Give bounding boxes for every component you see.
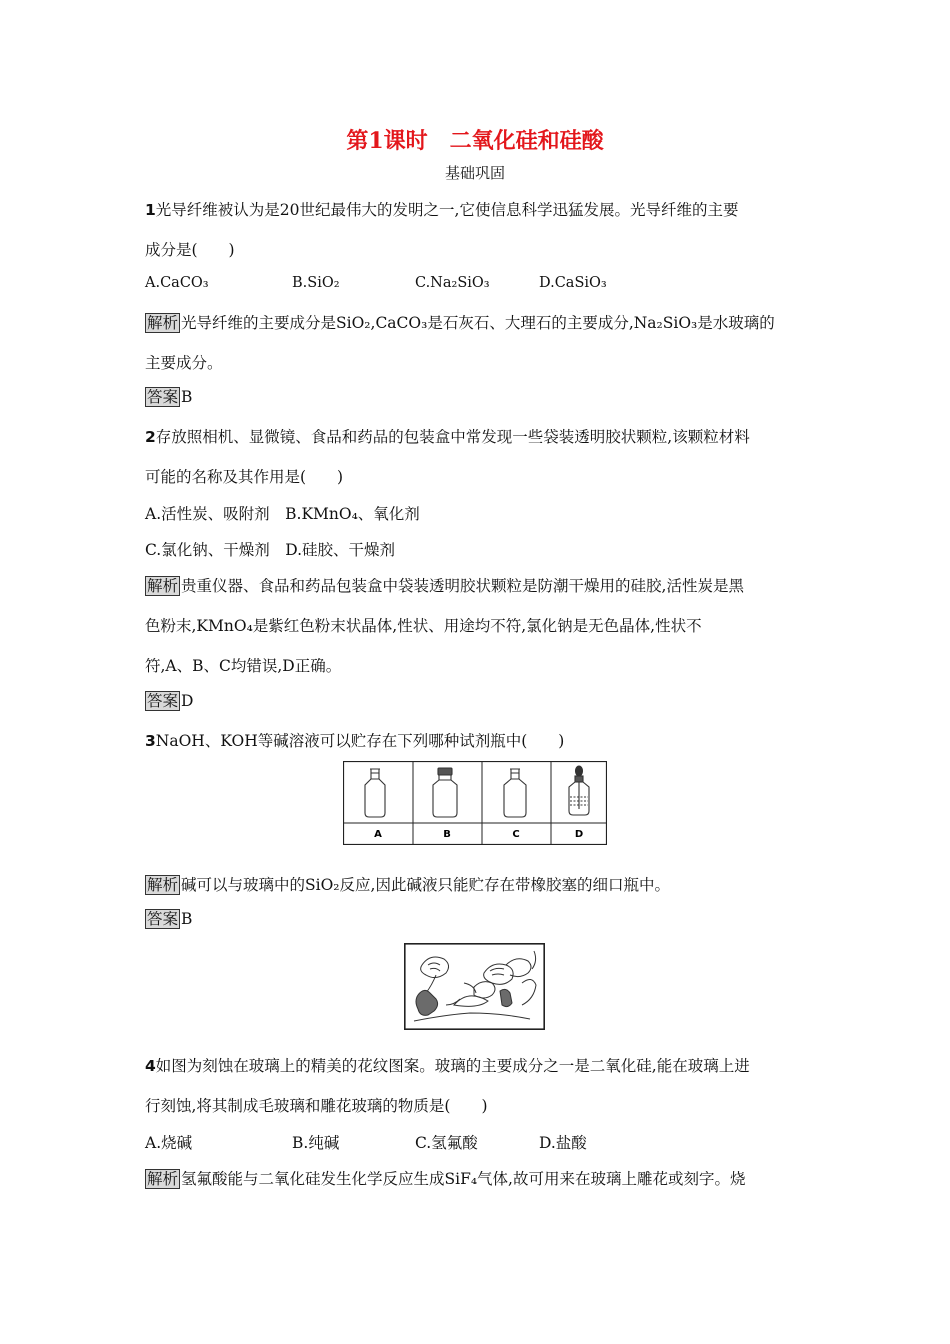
- q1-analysis-line1: 解析 光导纤维的主要成分是SiO₂,CaCO₃是石灰石、大理石的主要成分,Na₂SiO₃是水玻璃的: [147, 314, 775, 332]
- q2-answer: 答案 D: [147, 692, 194, 710]
- analysis-tag: 解析: [147, 876, 179, 894]
- bottle-label-b: B: [443, 829, 451, 840]
- analysis-tag: 解析: [147, 1170, 179, 1188]
- bottle-b-icon: [433, 768, 457, 817]
- q3-stem: 3NaOH、KOH等碱溶液可以贮存在下列哪种试剂瓶中( ): [145, 732, 565, 750]
- q1-stem-line1: 1光导纤维被认为是20世纪最伟大的发明之一,它使信息科学迅猛发展。光导纤维的主要: [145, 201, 739, 219]
- q3-answer: 答案 B: [147, 910, 193, 928]
- lesson-title: [0, 124, 950, 155]
- q4-analysis-line1: 解析 氢氟酸能与二氧化硅发生化学反应生成SiF₄气体,故可用来在玻璃上雕花或刻字。烧: [147, 1170, 746, 1188]
- q4-option-a: A.烧碱: [145, 1134, 193, 1152]
- q1-option-d: D.CaSiO₃: [539, 275, 607, 291]
- q2-analysis-line3: 符,A、B、C均错误,D正确。: [145, 657, 342, 675]
- q4-stem-line1: 4如图为刻蚀在玻璃上的精美的花纹图案。玻璃的主要成分之一是二氧化硅,能在玻璃上进: [145, 1057, 750, 1075]
- answer-tag: 答案: [147, 388, 179, 406]
- q2-analysis-line1: 解析 贵重仪器、食品和药品包装盒中袋装透明胶状颗粒是防潮干燥用的硅胶,活性炭是黑: [147, 577, 744, 595]
- bottle-label-d: D: [574, 829, 584, 840]
- q3-analysis: 解析 碱可以与玻璃中的SiO₂反应,因此碱液只能贮存在带橡胶塞的细口瓶中。: [147, 876, 670, 894]
- bottle-label-a: A: [374, 829, 382, 840]
- q2-options-cd: C.氯化钠、干燥剂 D.硅胶、干燥剂: [145, 541, 396, 559]
- lesson-topic: 二氧化硅和硅酸: [449, 128, 604, 154]
- dropper-bottle-d-icon: [569, 766, 589, 815]
- q1-option-b: B.SiO₂: [292, 275, 340, 291]
- q4-stem-line2: 行刻蚀,将其制成毛玻璃和雕花玻璃的物质是( ): [145, 1097, 488, 1115]
- q2-number: 2: [145, 428, 156, 446]
- analysis-tag: 解析: [147, 577, 179, 595]
- bottle-label-c: C: [512, 829, 520, 840]
- q4-number: 4: [145, 1057, 156, 1075]
- q1-answer: 答案 B: [147, 388, 193, 406]
- q2-analysis-line2: 色粉末,KMnO₄是紫红色粉末状晶体,性状、用途均不符,氯化钠是无色晶体,性状不: [145, 617, 702, 635]
- q1-options: [145, 275, 607, 291]
- answer-tag: 答案: [147, 910, 179, 928]
- lesson-number: 第1课时: [346, 128, 428, 154]
- q2-stem-line2: 可能的名称及其作用是( ): [145, 468, 344, 486]
- analysis-tag: 解析: [147, 314, 179, 332]
- q4-option-b: B.纯碱: [292, 1134, 340, 1152]
- section-heading: 基础巩固: [444, 164, 505, 182]
- q3-number: 3: [145, 732, 156, 750]
- q2-options-ab: A.活性炭、吸附剂 B.KMnO₄、氧化剂: [145, 505, 420, 523]
- q1-stem-line2: 成分是( ): [145, 241, 235, 259]
- q4-option-c: C.氢氟酸: [415, 1134, 478, 1152]
- q1-analysis-line2: 主要成分。: [145, 354, 223, 372]
- q1-number: 1: [145, 201, 156, 219]
- answer-tag: 答案: [147, 692, 179, 710]
- bottle-c-icon: [504, 769, 526, 817]
- q1-option-c: C.Na₂SiO₃: [415, 275, 490, 291]
- etched-glass-flower-image: [404, 943, 545, 1030]
- q4-options: [145, 1131, 587, 1153]
- q2-stem-line1: 2存放照相机、显微镜、食品和药品的包装盒中常发现一些袋装透明胶状颗粒,该颗粒材料: [145, 428, 750, 446]
- q1-option-a: A.CaCO₃: [145, 275, 209, 291]
- reagent-bottles-figure: [343, 761, 607, 845]
- q4-option-d: D.盐酸: [539, 1134, 587, 1152]
- bottle-a-icon: [365, 769, 385, 817]
